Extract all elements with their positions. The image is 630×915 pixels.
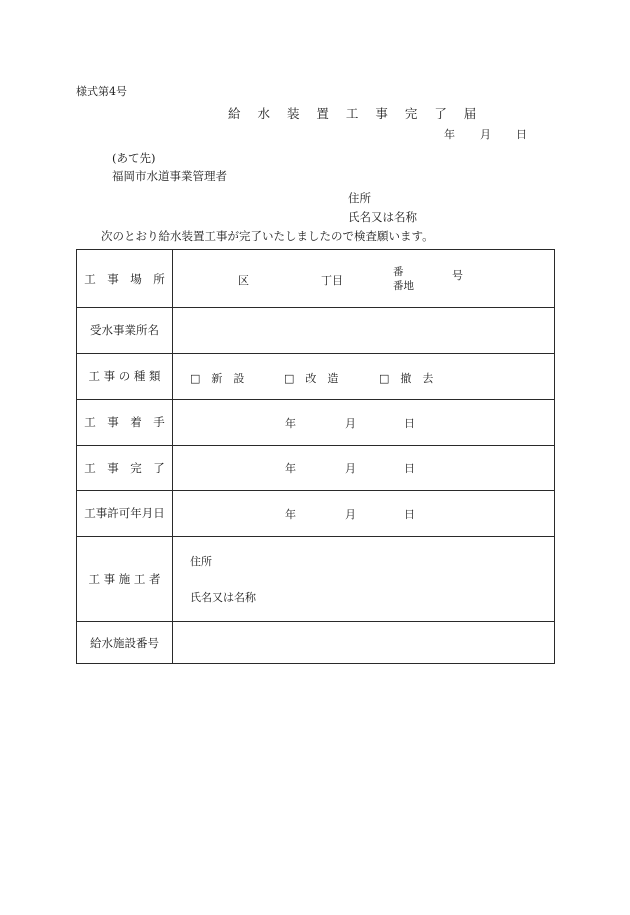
label-column-divider: [172, 250, 173, 663]
work-complete-month-label: 月: [345, 462, 356, 475]
location-go-label: 号: [452, 269, 463, 282]
facility-number-label: 給水施設番号: [90, 635, 159, 650]
header-year-label: 年: [444, 128, 455, 141]
applicant-name-label: 氏名又は名称: [348, 210, 417, 224]
checkbox-new-construction[interactable]: □ 新 設: [190, 372, 245, 385]
location-label: 工 事 場 所: [84, 271, 165, 286]
header-month-label: 月: [480, 128, 491, 141]
work-start-label: 工 事 着 手: [84, 415, 165, 429]
form-number: 様式第4号: [76, 85, 127, 98]
work-start-year-label: 年: [285, 417, 296, 430]
work-start-month-label: 月: [345, 417, 356, 430]
checkbox-modification[interactable]: □ 改 造: [284, 372, 339, 385]
intro-text: 次のとおり給水装置工事が完了いたしましたので検査願います。: [101, 229, 434, 243]
checkbox-removal[interactable]: □ 撤 去: [379, 372, 434, 385]
document-title: 給 水 装 置 工 事 完 了 届: [228, 106, 483, 121]
work-type-label: 工 事 の 種 類: [88, 369, 161, 383]
work-start-day-label: 日: [404, 417, 415, 430]
permit-date-label: 工事許可年月日: [84, 506, 165, 520]
contractor-label: 工 事 施 工 者: [88, 571, 161, 586]
location-ban-label: 番: [393, 266, 404, 278]
applicant-address-label: 住所: [348, 191, 371, 205]
work-complete-label: 工 事 完 了: [84, 460, 165, 475]
completion-form-table: [76, 249, 555, 664]
contractor-name-label: 氏名又は名称: [190, 591, 256, 604]
location-banchi-label: 番地: [393, 280, 414, 292]
work-complete-day-label: 日: [404, 462, 415, 475]
permit-day-label: 日: [404, 508, 415, 521]
location-chome-label: 丁目: [321, 274, 343, 287]
work-complete-year-label: 年: [285, 462, 296, 475]
permit-month-label: 月: [345, 508, 356, 521]
header-day-label: 日: [516, 128, 527, 141]
location-ward-label: 区: [238, 274, 249, 287]
addressee-name: 福岡市水道事業管理者: [112, 169, 227, 183]
contractor-address-label: 住所: [190, 555, 212, 568]
office-name-label: 受水事業所名: [90, 323, 159, 337]
addressee-label: (あて先): [112, 151, 156, 165]
permit-year-label: 年: [285, 508, 296, 521]
